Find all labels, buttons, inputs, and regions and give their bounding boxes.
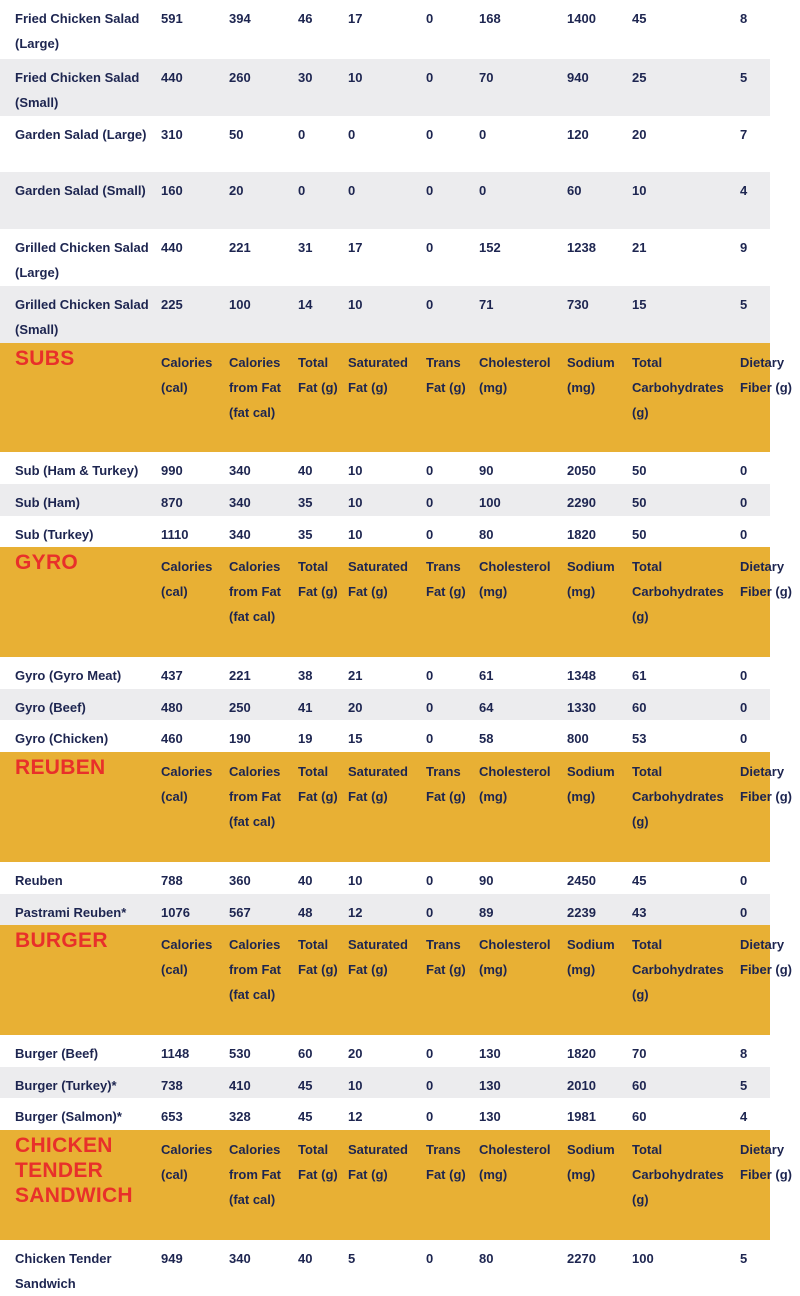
section-header-reuben <box>0 752 792 862</box>
section-title: GYRO <box>15 551 79 574</box>
cell-total-carbohydrates: 21 <box>632 240 647 255</box>
cell-calories-from-fat: 328 <box>229 1109 251 1124</box>
cell-total-fat: 38 <box>298 668 313 683</box>
item-name: Sub (Ham & Turkey) <box>15 463 139 478</box>
cell-total-fat: 40 <box>298 463 313 478</box>
cell-total-carbohydrates: 50 <box>632 495 647 510</box>
cell-dietary-fiber: 5 <box>740 1251 748 1266</box>
cell-total-carbohydrates: 50 <box>632 463 647 478</box>
column-header-sodium: Sodium (mg) <box>567 355 615 395</box>
table-row <box>0 484 770 516</box>
section-header-gyro <box>0 547 792 657</box>
cell-total-fat: 48 <box>298 905 313 920</box>
table-row <box>0 1098 770 1130</box>
section-title: REUBEN <box>15 756 106 779</box>
cell-sodium: 2290 <box>567 495 596 510</box>
cell-total-carbohydrates: 10 <box>632 183 647 198</box>
cell-sodium: 2239 <box>567 905 596 920</box>
cell-sodium: 1820 <box>567 527 596 542</box>
cell-cholesterol: 130 <box>479 1046 501 1061</box>
cell-sodium: 1400 <box>567 11 596 26</box>
cell-cholesterol: 70 <box>479 70 494 85</box>
table-row <box>0 1240 770 1291</box>
cell-sodium: 1348 <box>567 668 596 683</box>
cell-dietary-fiber: 0 <box>740 527 748 542</box>
cell-total-fat: 35 <box>298 495 313 510</box>
cell-calories: 870 <box>161 495 183 510</box>
cell-calories-from-fat: 190 <box>229 731 251 746</box>
table-row <box>0 894 770 925</box>
item-name: Garden Salad (Small) <box>15 183 146 198</box>
cell-calories-from-fat: 221 <box>229 668 251 683</box>
cell-dietary-fiber: 0 <box>740 731 748 746</box>
cell-sodium: 2450 <box>567 873 596 888</box>
column-header-total-carbohydrates: Total Carbohydrates (g) <box>632 937 724 1002</box>
column-header-saturated-fat: Saturated Fat (g) <box>348 1142 408 1182</box>
cell-calories: 788 <box>161 873 183 888</box>
cell-total-fat: 40 <box>298 1251 313 1266</box>
cell-total-carbohydrates: 20 <box>632 127 647 142</box>
cell-trans-fat: 0 <box>426 1046 434 1061</box>
column-header-saturated-fat: Saturated Fat (g) <box>348 764 408 804</box>
cell-calories: 1076 <box>161 905 190 920</box>
section-header-burger <box>0 925 792 1035</box>
cell-trans-fat: 0 <box>426 527 434 542</box>
cell-total-fat: 46 <box>298 11 313 26</box>
cell-saturated-fat: 10 <box>348 1078 363 1093</box>
column-header-total-fat: Total Fat (g) <box>298 764 338 804</box>
cell-total-fat: 45 <box>298 1109 313 1124</box>
cell-trans-fat: 0 <box>426 668 434 683</box>
cell-cholesterol: 64 <box>479 700 494 715</box>
item-name: Garden Salad (Large) <box>15 127 147 142</box>
column-header-calories-from-fat: Calories from Fat (fat cal) <box>229 559 281 624</box>
cell-total-fat: 14 <box>298 297 313 312</box>
cell-sodium: 1820 <box>567 1046 596 1061</box>
cell-trans-fat: 0 <box>426 463 434 478</box>
column-header-calories: Calories (cal) <box>161 764 213 804</box>
cell-calories-from-fat: 394 <box>229 11 251 26</box>
table-row <box>0 657 770 689</box>
table-row <box>0 59 770 116</box>
cell-calories-from-fat: 340 <box>229 463 251 478</box>
column-header-calories-from-fat: Calories from Fat (fat cal) <box>229 937 281 1002</box>
cell-trans-fat: 0 <box>426 1251 434 1266</box>
cell-dietary-fiber: 5 <box>740 70 748 85</box>
cell-total-fat: 0 <box>298 183 306 198</box>
section-title: CHICKEN TENDER SANDWICH <box>15 1134 133 1207</box>
cell-calories: 1148 <box>161 1046 190 1061</box>
cell-calories-from-fat: 567 <box>229 905 251 920</box>
cell-saturated-fat: 15 <box>348 731 363 746</box>
cell-trans-fat: 0 <box>426 183 434 198</box>
cell-calories-from-fat: 100 <box>229 297 251 312</box>
cell-dietary-fiber: 0 <box>740 905 748 920</box>
item-name: Grilled Chicken Salad (Large) <box>15 240 149 280</box>
cell-sodium: 2270 <box>567 1251 596 1266</box>
cell-saturated-fat: 20 <box>348 1046 363 1061</box>
table-row <box>0 516 770 547</box>
cell-total-fat: 41 <box>298 700 313 715</box>
item-name: Reuben <box>15 873 63 888</box>
cell-sodium: 1238 <box>567 240 596 255</box>
column-header-total-fat: Total Fat (g) <box>298 1142 338 1182</box>
cell-dietary-fiber: 5 <box>740 1078 748 1093</box>
cell-calories: 738 <box>161 1078 183 1093</box>
item-name: Burger (Salmon)* <box>15 1109 122 1124</box>
item-name: Gyro (Gyro Meat) <box>15 668 122 683</box>
cell-total-carbohydrates: 45 <box>632 11 647 26</box>
cell-total-fat: 60 <box>298 1046 313 1061</box>
cell-dietary-fiber: 4 <box>740 183 748 198</box>
cell-saturated-fat: 0 <box>348 183 356 198</box>
cell-calories: 440 <box>161 240 183 255</box>
column-header-total-carbohydrates: Total Carbohydrates (g) <box>632 559 724 624</box>
cell-total-fat: 30 <box>298 70 313 85</box>
cell-saturated-fat: 17 <box>348 11 363 26</box>
item-name: Gyro (Chicken) <box>15 731 109 746</box>
cell-calories: 949 <box>161 1251 183 1266</box>
column-header-total-carbohydrates: Total Carbohydrates (g) <box>632 764 724 829</box>
cell-calories-from-fat: 50 <box>229 127 244 142</box>
cell-calories: 653 <box>161 1109 183 1124</box>
cell-total-carbohydrates: 50 <box>632 527 647 542</box>
column-header-saturated-fat: Saturated Fat (g) <box>348 559 408 599</box>
cell-sodium: 2010 <box>567 1078 596 1093</box>
cell-trans-fat: 0 <box>426 1109 434 1124</box>
column-header-sodium: Sodium (mg) <box>567 1142 615 1182</box>
cell-dietary-fiber: 8 <box>740 11 748 26</box>
cell-sodium: 940 <box>567 70 589 85</box>
cell-cholesterol: 61 <box>479 668 494 683</box>
cell-calories: 440 <box>161 70 183 85</box>
table-row <box>0 229 770 286</box>
cell-calories: 160 <box>161 183 183 198</box>
cell-saturated-fat: 10 <box>348 495 363 510</box>
cell-total-fat: 0 <box>298 127 306 142</box>
cell-calories-from-fat: 410 <box>229 1078 251 1093</box>
cell-cholesterol: 80 <box>479 1251 494 1266</box>
cell-total-carbohydrates: 100 <box>632 1251 654 1266</box>
cell-saturated-fat: 10 <box>348 527 363 542</box>
cell-dietary-fiber: 0 <box>740 668 748 683</box>
cell-calories: 437 <box>161 668 183 683</box>
cell-dietary-fiber: 0 <box>740 463 748 478</box>
cell-saturated-fat: 10 <box>348 70 363 85</box>
cell-cholesterol: 80 <box>479 527 494 542</box>
column-header-trans-fat: Trans Fat (g) <box>426 1142 466 1182</box>
column-header-cholesterol: Cholesterol (mg) <box>479 355 551 395</box>
item-name: Burger (Beef) <box>15 1046 99 1061</box>
section-title: BURGER <box>15 929 108 952</box>
item-name: Sub (Turkey) <box>15 527 94 542</box>
cell-sodium: 800 <box>567 731 589 746</box>
column-header-calories: Calories (cal) <box>161 355 213 395</box>
column-header-calories: Calories (cal) <box>161 937 213 977</box>
cell-dietary-fiber: 7 <box>740 127 748 142</box>
column-header-trans-fat: Trans Fat (g) <box>426 355 466 395</box>
table-row <box>0 172 770 229</box>
section-header-chicken-tender-sandwich <box>0 1130 792 1240</box>
cell-calories-from-fat: 221 <box>229 240 251 255</box>
cell-trans-fat: 0 <box>426 11 434 26</box>
cell-trans-fat: 0 <box>426 240 434 255</box>
column-header-cholesterol: Cholesterol (mg) <box>479 559 551 599</box>
cell-saturated-fat: 21 <box>348 668 363 683</box>
cell-total-carbohydrates: 70 <box>632 1046 647 1061</box>
cell-calories-from-fat: 340 <box>229 1251 251 1266</box>
cell-total-fat: 19 <box>298 731 313 746</box>
cell-saturated-fat: 10 <box>348 463 363 478</box>
cell-sodium: 1981 <box>567 1109 596 1124</box>
cell-dietary-fiber: 0 <box>740 495 748 510</box>
item-name: Pastrami Reuben* <box>15 905 127 920</box>
cell-sodium: 2050 <box>567 463 596 478</box>
cell-cholesterol: 152 <box>479 240 501 255</box>
table-row <box>0 1035 770 1067</box>
cell-saturated-fat: 0 <box>348 127 356 142</box>
column-header-dietary-fiber: Dietary Fiber (g) <box>740 559 792 599</box>
cell-calories-from-fat: 20 <box>229 183 244 198</box>
column-header-trans-fat: Trans Fat (g) <box>426 559 466 599</box>
table-row <box>0 116 770 172</box>
column-header-cholesterol: Cholesterol (mg) <box>479 937 551 977</box>
cell-cholesterol: 89 <box>479 905 494 920</box>
cell-total-carbohydrates: 43 <box>632 905 647 920</box>
column-header-saturated-fat: Saturated Fat (g) <box>348 355 408 395</box>
cell-saturated-fat: 10 <box>348 297 363 312</box>
table-row <box>0 862 770 894</box>
column-header-dietary-fiber: Dietary Fiber (g) <box>740 1142 792 1182</box>
column-header-total-carbohydrates: Total Carbohydrates (g) <box>632 1142 724 1207</box>
cell-saturated-fat: 12 <box>348 905 363 920</box>
table-row <box>0 286 770 343</box>
column-header-dietary-fiber: Dietary Fiber (g) <box>740 937 792 977</box>
column-header-total-fat: Total Fat (g) <box>298 559 338 599</box>
cell-total-carbohydrates: 60 <box>632 1078 647 1093</box>
cell-calories-from-fat: 340 <box>229 527 251 542</box>
cell-trans-fat: 0 <box>426 70 434 85</box>
cell-dietary-fiber: 8 <box>740 1046 748 1061</box>
cell-calories: 990 <box>161 463 183 478</box>
cell-saturated-fat: 20 <box>348 700 363 715</box>
cell-calories-from-fat: 530 <box>229 1046 251 1061</box>
column-header-dietary-fiber: Dietary Fiber (g) <box>740 764 792 804</box>
cell-total-carbohydrates: 60 <box>632 1109 647 1124</box>
column-header-total-fat: Total Fat (g) <box>298 355 338 395</box>
cell-calories: 591 <box>161 11 183 26</box>
cell-calories: 1110 <box>161 527 189 542</box>
cell-total-carbohydrates: 15 <box>632 297 647 312</box>
cell-total-fat: 40 <box>298 873 313 888</box>
cell-trans-fat: 0 <box>426 297 434 312</box>
cell-calories: 480 <box>161 700 183 715</box>
item-name: Chicken Tender Sandwich <box>15 1251 112 1291</box>
column-header-calories-from-fat: Calories from Fat (fat cal) <box>229 355 281 420</box>
cell-total-carbohydrates: 45 <box>632 873 647 888</box>
cell-calories-from-fat: 360 <box>229 873 251 888</box>
cell-total-fat: 45 <box>298 1078 313 1093</box>
column-header-calories-from-fat: Calories from Fat (fat cal) <box>229 1142 281 1207</box>
cell-total-fat: 35 <box>298 527 313 542</box>
cell-dietary-fiber: 9 <box>740 240 748 255</box>
cell-trans-fat: 0 <box>426 127 434 142</box>
cell-total-carbohydrates: 61 <box>632 668 647 683</box>
cell-dietary-fiber: 5 <box>740 297 748 312</box>
cell-calories: 460 <box>161 731 183 746</box>
table-row <box>0 0 770 59</box>
cell-saturated-fat: 12 <box>348 1109 363 1124</box>
cell-trans-fat: 0 <box>426 1078 434 1093</box>
section-header-subs <box>0 343 792 452</box>
column-header-calories-from-fat: Calories from Fat (fat cal) <box>229 764 281 829</box>
cell-sodium: 1330 <box>567 700 596 715</box>
cell-sodium: 60 <box>567 183 582 198</box>
column-header-saturated-fat: Saturated Fat (g) <box>348 937 408 977</box>
item-name: Fried Chicken Salad (Small) <box>15 70 140 110</box>
cell-calories: 310 <box>161 127 183 142</box>
column-header-sodium: Sodium (mg) <box>567 764 615 804</box>
cell-trans-fat: 0 <box>426 873 434 888</box>
item-name: Grilled Chicken Salad (Small) <box>15 297 149 337</box>
cell-trans-fat: 0 <box>426 905 434 920</box>
cell-trans-fat: 0 <box>426 700 434 715</box>
cell-cholesterol: 71 <box>479 297 494 312</box>
column-header-cholesterol: Cholesterol (mg) <box>479 764 551 804</box>
cell-calories-from-fat: 250 <box>229 700 251 715</box>
cell-sodium: 120 <box>567 127 589 142</box>
section-title: SUBS <box>15 347 75 370</box>
table-row <box>0 720 770 752</box>
column-header-total-carbohydrates: Total Carbohydrates (g) <box>632 355 724 420</box>
column-header-calories: Calories (cal) <box>161 559 213 599</box>
table-row <box>0 1067 770 1098</box>
cell-cholesterol: 168 <box>479 11 501 26</box>
column-header-sodium: Sodium (mg) <box>567 937 615 977</box>
item-name: Burger (Turkey)* <box>15 1078 117 1093</box>
cell-saturated-fat: 10 <box>348 873 363 888</box>
cell-total-carbohydrates: 25 <box>632 70 647 85</box>
cell-saturated-fat: 17 <box>348 240 363 255</box>
cell-cholesterol: 0 <box>479 127 487 142</box>
cell-dietary-fiber: 0 <box>740 700 748 715</box>
cell-cholesterol: 90 <box>479 873 494 888</box>
column-header-trans-fat: Trans Fat (g) <box>426 764 466 804</box>
item-name: Gyro (Beef) <box>15 700 86 715</box>
cell-dietary-fiber: 0 <box>740 873 748 888</box>
cell-sodium: 730 <box>567 297 589 312</box>
cell-total-carbohydrates: 53 <box>632 731 647 746</box>
cell-trans-fat: 0 <box>426 731 434 746</box>
cell-trans-fat: 0 <box>426 495 434 510</box>
table-row <box>0 452 770 484</box>
column-header-calories: Calories (cal) <box>161 1142 213 1182</box>
column-header-total-fat: Total Fat (g) <box>298 937 338 977</box>
cell-total-fat: 31 <box>298 240 313 255</box>
cell-cholesterol: 90 <box>479 463 494 478</box>
cell-calories-from-fat: 340 <box>229 495 251 510</box>
item-name: Fried Chicken Salad (Large) <box>15 11 140 51</box>
cell-cholesterol: 130 <box>479 1109 501 1124</box>
cell-dietary-fiber: 4 <box>740 1109 748 1124</box>
cell-cholesterol: 0 <box>479 183 487 198</box>
cell-total-carbohydrates: 60 <box>632 700 647 715</box>
cell-saturated-fat: 5 <box>348 1251 356 1266</box>
column-header-trans-fat: Trans Fat (g) <box>426 937 466 977</box>
item-name: Sub (Ham) <box>15 495 80 510</box>
cell-cholesterol: 130 <box>479 1078 501 1093</box>
table-row <box>0 689 770 720</box>
cell-cholesterol: 100 <box>479 495 501 510</box>
column-header-dietary-fiber: Dietary Fiber (g) <box>740 355 792 395</box>
cell-calories: 225 <box>161 297 183 312</box>
cell-cholesterol: 58 <box>479 731 494 746</box>
column-header-cholesterol: Cholesterol (mg) <box>479 1142 551 1182</box>
column-header-sodium: Sodium (mg) <box>567 559 615 599</box>
cell-calories-from-fat: 260 <box>229 70 251 85</box>
